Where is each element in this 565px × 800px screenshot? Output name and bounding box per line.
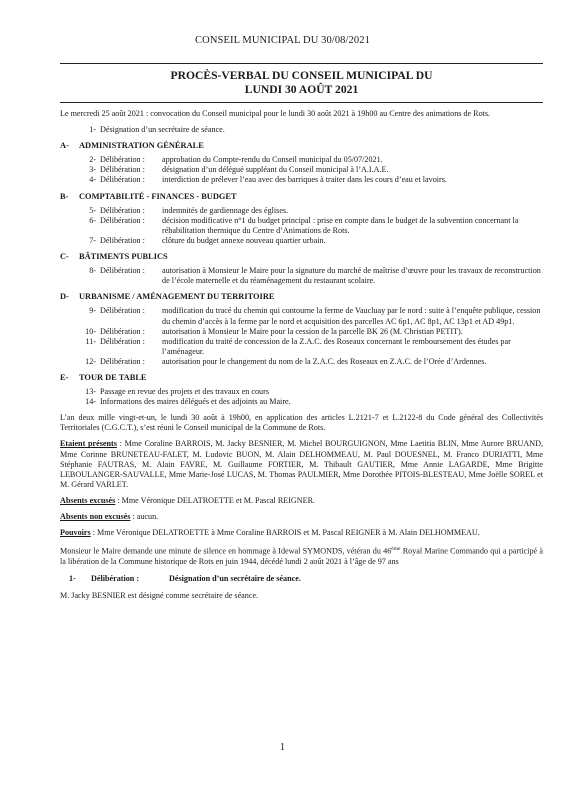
item-number: 1- xyxy=(89,125,96,135)
agenda-item-12: 12- Délibération : autorisation pour le changement du nom de la Z.A.C. des Roseaux en Z.A.C. de l’Orée d’Ardennes. xyxy=(85,356,487,366)
agenda-item-8: 8- Délibération : autorisation à Monsieur le Maire pour la signature du marché de maîtrise d’œuvre pour les travaux de reconstruction de l’école maternelle et du réaménagement du restaurant scolaire. xyxy=(89,266,541,286)
document-body xyxy=(60,109,543,601)
present-label: Etaient présents xyxy=(60,439,117,449)
agenda-item-9: 9- Délibération : modification du tracé du chemin qui contourne la ferme de Vaucluay par le nord : suite à l’enquête publique, cession du chemin d’accès à la ferme par le nord et acquisition des parcelles AC 6p1, AC 8p1, AC 13p1 et AD 49p1. xyxy=(89,306,541,326)
section-c-heading: C- BÂTIMENTS PUBLICS xyxy=(60,252,168,262)
item-text: Désignation d’un secrétaire de séance. xyxy=(100,125,225,135)
excused-label: Absents excusés xyxy=(60,495,116,505)
excused-text: : Mme Véronique DELATROETTE et M. Pascal REIGNER. xyxy=(115,495,316,505)
agenda-item-1 xyxy=(81,125,543,135)
agenda-item-2: 2- Délibération : approbation du Compte-rendu du Conseil municipal du 05/07/2021. xyxy=(89,155,383,165)
running-header: CONSEIL MUNICIPAL DU 30/08/2021 xyxy=(195,35,370,46)
excused-paragraph xyxy=(60,496,543,506)
proxies-paragraph xyxy=(60,528,543,538)
section-e-heading: E- TOUR DE TABLE xyxy=(60,372,147,382)
not-excused-label: Absents non excusés xyxy=(60,512,131,521)
agenda-item-7: 7- Délibération : clôture du budget annexe nouveau quartier urbain. xyxy=(89,235,326,245)
section-b-heading: B- COMPTABILITÉ - FINANCES - BUDGET xyxy=(60,191,237,201)
not-excused-text: : aucun. xyxy=(130,512,159,521)
closing-paragraph: M. Jacky BESNIER est désigné comme secrétaire de séance. xyxy=(60,591,259,601)
present-text: : Mme Coraline BARROIS, M. Jacky BESNIER, M. Michel BOURGUIGNON, Mme Laetitia BLIN, Mme Aurore BRUAND, Mme Corinne BRUNETEAU-FALET, M. Ludovic BUON, M. Alain DELHOMMEAU, M. Paul DOUESNEL, M. Franco DURIATTI, Mme Stéphanie FAUTRAS, M. Alain FAVRE, M. Guillaume FORTIER, M. Thibault GAUTIER, Mme Annie LAGARDE, Mme Brigitte LEBOULANGER-SAUVALLE, Mme Marie-José LUCAS, M. Thomas PAULMIER, Mme Dorothée PITOIS-BLESTEAU, Mme Joëlle SOREL et M. Gérard VARLET. xyxy=(60,439,543,489)
page-number: 1 xyxy=(280,742,285,753)
present-paragraph xyxy=(60,439,543,489)
proxies-text: : Mme Véronique DELATROETTE à Mme Coraline BARROIS et M. Pascal REIGNER à M. Alain DELHOMMEAU. xyxy=(90,528,480,538)
title-line-1: PROCÈS-VERBAL DU CONSEIL MUNICIPAL DU xyxy=(170,69,433,82)
agenda-item-14: 14- Informations des maires délégués et des adjoints au Maire. xyxy=(85,397,291,407)
title-line-2: LUNDI 30 AOÛT 2021 xyxy=(244,83,359,96)
intro-paragraph: Le mercredi 25 août 2021 : convocation du Conseil municipal pour le lundi 30 août 2021 à 19h00 au Centre des animations de Rots. xyxy=(60,109,491,118)
not-excused-paragraph xyxy=(60,512,543,522)
opening-paragraph: L’an deux mille vingt-et-un, le lundi 30 août à 19h00, en application des articles L.2121-7 et L.2122-8 du Code général des Collectivités Territoriales (C.G.C.T.), s’est réuni le Conseil municipal de la Commune de Rots. xyxy=(60,413,543,433)
agenda-item-13: 13- Passage en revue des projets et des travaux en cours xyxy=(85,387,269,397)
agenda-item-4: 4- Délibération : interdiction de prélever l’eau avec des barriques à traiter dans les cours d’eau et lavoirs. xyxy=(89,175,447,185)
title-box xyxy=(60,63,543,103)
agenda-item-5: 5- Délibération : indemnités de gardiennage des églises. xyxy=(89,205,289,215)
tribute-paragraph: Monsieur le Maire demande une minute de silence en hommage à Idewal SYMONDS, vétéran du 46ème Royal Marine Commando qui a participé à la libération de la Commune historique de Rots en juin 1944, décédé lundi 2 août 2021 à l’âge de 97 ans xyxy=(60,546,543,566)
agenda-item-11: 11- Délibération : modification du traité de concession de la Z.A.C. des Roseaux concernant le remboursement des études par l’aménageur. xyxy=(85,336,511,356)
section-a-heading: A- ADMINISTRATION GÉNÉRALE xyxy=(60,141,204,151)
agenda-item-6: 6- Délibération : décision modificative n°1 du budget principal : prise en compte dans le budget de la subvention concernant la réhabilitation thermique du Centre d’Animations de Rots. xyxy=(89,215,519,235)
section-d-heading: D- URBANISME / AMÉNAGEMENT DU TERRITOIRE xyxy=(60,292,275,302)
agenda-item-10: 10- Délibération : autorisation à Monsieur le Maire pour la cession de la parcelle BK 26 (M. Christian PETIT). xyxy=(85,326,463,336)
agenda-item-3: 3- Délibération : désignation d’un délégué suppléant du Conseil municipal à l’A.I.A.E. xyxy=(89,165,389,175)
proxies-label: Pouvoirs xyxy=(60,528,91,538)
deliberation-1-heading: 1- Délibération : Désignation d’un secrétaire de séance. xyxy=(69,574,301,584)
